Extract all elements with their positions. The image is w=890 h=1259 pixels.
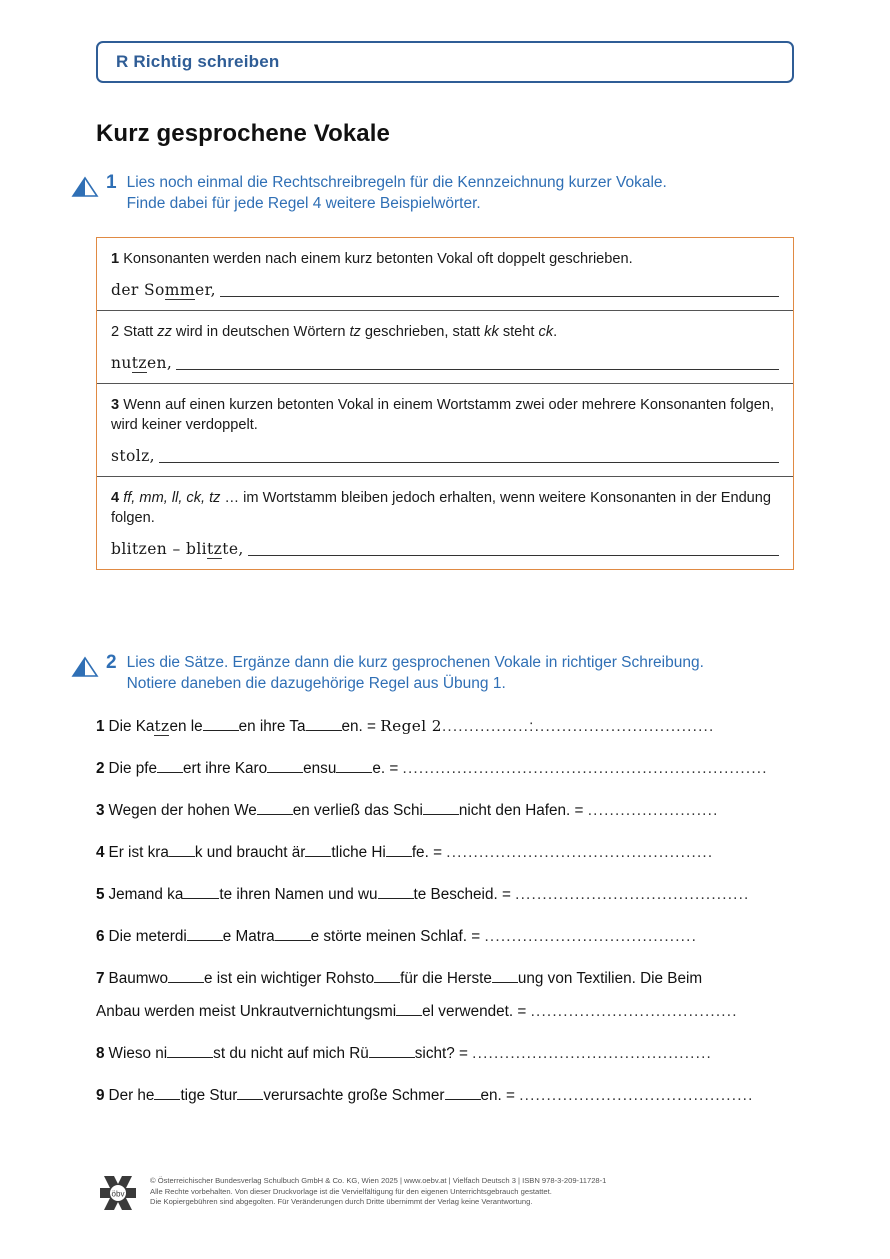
sentence-4	[96, 842, 796, 863]
page-title: Kurz gesprochene Vokale	[96, 120, 390, 147]
sentence-4-number: 4	[96, 844, 105, 861]
sentence-8-number: 8	[96, 1045, 105, 1062]
rule-4-body: … im Wortstamm bleiben jedoch erhalten, wenn weitere Konsonanten in der Endung folgen.	[111, 490, 772, 526]
sentence-list	[96, 716, 796, 1127]
sentence-8-c: sicht? =	[414, 1045, 473, 1062]
sentence-1-d: en. =	[341, 718, 381, 735]
sentence-9-dots[interactable]: ...........................................	[519, 1087, 754, 1104]
sentence-6-b: e Matra	[222, 928, 275, 945]
rule-2-number: 2	[111, 324, 120, 340]
sentence-7-a: Baumwo	[108, 970, 169, 987]
rule-1-handwriting: der Sommer,	[111, 281, 217, 299]
sentence-7-number: 7	[96, 970, 105, 987]
rule-1-blank[interactable]	[220, 282, 779, 297]
sentence-2-number: 2	[96, 760, 105, 777]
rule-3-handwriting: stolz,	[111, 447, 155, 465]
rule-2-p5: kk	[484, 324, 499, 340]
rule-3-blank[interactable]	[159, 448, 779, 463]
rule-1-text	[111, 249, 779, 269]
sentence-7	[96, 968, 796, 1022]
rule-3-body: Wenn auf einen kurzen betonten Vokal in einem Wortstamm zwei oder mehrere Konsonanten folgen, wird keiner verdoppelt.	[111, 397, 775, 433]
sentence-3-c: nicht den Hafen. =	[458, 802, 588, 819]
sentence-7-line2-b: el verwendet. =	[422, 1003, 531, 1020]
sentence-7-gap-3[interactable]	[492, 982, 518, 983]
sentence-7-line2-a: Anbau werden meist Unkrautvernichtungsmi	[96, 1003, 397, 1020]
rule-4-answer-line[interactable]	[111, 538, 779, 556]
rule-1	[97, 238, 793, 311]
footer-line-2: Alle Rechte vorbehalten. Von dieser Druckvorlage ist die Vervielfältigung für den eigenen Unterrichtsgebrauch gestattet.	[150, 1186, 552, 1196]
pencil-triangle-icon	[70, 656, 100, 678]
sentence-9-d: en. =	[480, 1087, 520, 1104]
sentence-3	[96, 800, 796, 821]
sentence-8-a: Wieso ni	[108, 1045, 168, 1062]
sentence-3-gap-2[interactable]	[423, 814, 459, 815]
sentence-1-dots[interactable]: ................:.................................	[441, 718, 715, 735]
rule-2-handwriting: nutzen,	[111, 354, 173, 372]
sentence-2-gap-3[interactable]	[336, 772, 372, 773]
sentence-7-b: e ist ein wichtiger Rohsto	[204, 970, 375, 987]
exercise-1-instruction	[127, 172, 667, 214]
sentence-8-dots[interactable]: ............................................	[472, 1045, 712, 1062]
sentence-6-number: 6	[96, 928, 105, 945]
sentence-4-d: fe. =	[411, 844, 447, 861]
chapter-title: R Richtig schreiben	[116, 52, 280, 71]
sentence-2	[96, 758, 796, 779]
sentence-1-b: en le	[169, 718, 203, 735]
sentence-9-gap-3[interactable]	[445, 1099, 481, 1100]
sentence-7-gap-4[interactable]	[396, 1015, 422, 1016]
sentence-2-d: e. =	[372, 760, 403, 777]
exercise-2-instruction	[127, 652, 704, 694]
sentence-9	[96, 1085, 796, 1106]
rules-box	[96, 237, 794, 570]
exercise-2-header	[70, 652, 704, 694]
sentence-2-b: ert ihre Karo	[182, 760, 268, 777]
sentence-5-b: te ihren Namen und wu	[219, 886, 378, 903]
footer-copyright	[150, 1172, 606, 1208]
sentence-4-gap-2[interactable]	[305, 856, 331, 857]
sentence-2-a: Die pfe	[108, 760, 157, 777]
sentence-2-dots[interactable]: ...................................................................	[402, 760, 768, 777]
sentence-3-gap-1[interactable]	[257, 814, 293, 815]
exercise-2-line2: Notiere daneben die dazugehörige Regel aus Übung 1.	[126, 675, 506, 692]
rule-2-text	[111, 322, 779, 342]
exercise-2-line1: Lies die Sätze. Ergänze dann die kurz gesprochenen Vokale in richtiger Schreibung.	[126, 654, 704, 671]
sentence-3-number: 3	[96, 802, 105, 819]
footer-line-3: Die Kopiergebühren sind abgegolten. Für Veränderungen durch Dritte übernimmt der Verlag keine Verantwortung.	[150, 1197, 533, 1206]
rule-2-p3: tz	[349, 324, 361, 340]
sentence-4-b: k und braucht är	[194, 844, 306, 861]
sentence-5-dots[interactable]: ...........................................	[515, 886, 750, 903]
sentence-5-number: 5	[96, 886, 105, 903]
rule-2	[97, 311, 793, 384]
rule-3-text	[111, 395, 779, 435]
sentence-6-dots[interactable]: .......................................	[484, 928, 698, 945]
sentence-3-b: en verließ das Schi	[292, 802, 423, 819]
sentence-6-a: Die meterdi	[108, 928, 187, 945]
rule-4-blank[interactable]	[248, 541, 779, 556]
sentence-1-c: en ihre Ta	[238, 718, 306, 735]
sentence-2-gap-2[interactable]	[267, 772, 303, 773]
exercise-1-line2: Finde dabei für jede Regel 4 weitere Beispielwörter.	[126, 195, 481, 212]
sentence-7-d: ung von Textilien. Die Beim	[517, 970, 703, 987]
sentence-1-gap-3[interactable]	[306, 730, 342, 731]
sentence-4-c: tliche Hi	[331, 844, 386, 861]
sentence-1	[96, 716, 796, 737]
sentence-8	[96, 1043, 796, 1064]
sentence-7-c: für die Herste	[400, 970, 492, 987]
rule-4-number: 4	[111, 490, 120, 506]
sentence-8-gap-1[interactable]	[167, 1057, 213, 1058]
sentence-9-b: tige Stur	[180, 1087, 238, 1104]
sentence-3-a: Wegen der hohen We	[108, 802, 257, 819]
sentence-4-gap-1[interactable]	[169, 856, 195, 857]
sentence-9-a: Der he	[108, 1087, 155, 1104]
sentence-6-gap-2[interactable]	[275, 940, 311, 941]
rule-2-p0: Statt	[123, 324, 158, 340]
sentence-1-filled: tz	[154, 717, 170, 735]
exercise-1-header	[70, 172, 667, 214]
sentence-9-number: 9	[96, 1087, 105, 1104]
sentence-7-gap-1[interactable]	[168, 982, 204, 983]
sentence-7-gap-2[interactable]	[374, 982, 400, 983]
rule-4-handwriting: blitzen – blitzte,	[111, 540, 244, 558]
publisher-logo	[96, 1172, 140, 1212]
sentence-9-gap-2[interactable]	[237, 1099, 263, 1100]
sentence-2-gap-1[interactable]	[157, 772, 183, 773]
sentence-6-gap-1[interactable]	[187, 940, 223, 941]
exercise-2-number: 2	[106, 652, 117, 673]
exercise-1-line1: Lies noch einmal die Rechtschreibregeln für die Kennzeichnung kurzer Vokale.	[126, 174, 667, 191]
rule-2-blank[interactable]	[176, 355, 779, 370]
sentence-2-c: ensu	[303, 760, 337, 777]
rule-1-number: 1	[111, 251, 120, 267]
sentence-1-gap-2[interactable]	[203, 730, 239, 731]
sentence-4-a: Er ist kra	[108, 844, 169, 861]
rule-4-text	[111, 488, 779, 528]
exercise-1-number: 1	[106, 172, 117, 193]
rule-4	[97, 477, 793, 569]
sentence-3-dots[interactable]: ........................	[587, 802, 719, 819]
sentence-7-dots[interactable]: ......................................	[530, 1003, 738, 1020]
rule-2-p7: ck	[538, 324, 554, 340]
page-footer	[96, 1172, 796, 1212]
sentence-5	[96, 884, 796, 905]
rule-2-p4: geschrieben, statt	[360, 324, 485, 340]
rule-1-answer-line[interactable]	[111, 279, 779, 297]
sentence-9-gap-1[interactable]	[154, 1099, 180, 1100]
rule-2-p6: steht	[498, 324, 539, 340]
rule-2-p1: zz	[157, 324, 172, 340]
rule-2-p8: .	[553, 324, 558, 340]
sentence-6-c: e störte meinen Schlaf. =	[310, 928, 485, 945]
chapter-header	[96, 41, 794, 83]
rule-3-number: 3	[111, 397, 120, 413]
rule-2-answer-line[interactable]	[111, 352, 779, 370]
sentence-5-a: Jemand ka	[108, 886, 184, 903]
pencil-triangle-icon	[70, 176, 100, 198]
rule-3-answer-line[interactable]	[111, 445, 779, 463]
sentence-8-b: st du nicht auf mich Rü	[213, 1045, 369, 1062]
sentence-5-gap-2[interactable]	[378, 898, 414, 899]
rule-2-p2: wird in deutschen Wörtern	[171, 324, 350, 340]
sentence-1-a: Die Ka	[108, 718, 155, 735]
sentence-1-number: 1	[96, 718, 105, 735]
sentence-4-dots[interactable]: .................................................	[446, 844, 714, 861]
rule-3	[97, 384, 793, 477]
rule-4-italic: ff, mm, ll, ck, tz	[123, 490, 221, 506]
sentence-6	[96, 926, 796, 947]
sentence-8-gap-2[interactable]	[369, 1057, 415, 1058]
rule-1-body: Konsonanten werden nach einem kurz betonten Vokal oft doppelt geschrieben.	[123, 251, 633, 267]
sentence-5-gap-1[interactable]	[183, 898, 219, 899]
sentence-1-answer: Regel 2	[380, 717, 442, 735]
logo-text: öbv	[111, 1189, 125, 1199]
footer-line-1: © Österreichischer Bundesverlag Schulbuch GmbH & Co. KG, Wien 2025 | www.oebv.at | Vielfach Deutsch 3 | ISBN 978-3-209-11728-1	[150, 1176, 607, 1185]
sentence-9-c: verursachte große Schmer	[263, 1087, 445, 1104]
sentence-4-gap-3[interactable]	[386, 856, 412, 857]
sentence-5-c: te Bescheid. =	[413, 886, 516, 903]
